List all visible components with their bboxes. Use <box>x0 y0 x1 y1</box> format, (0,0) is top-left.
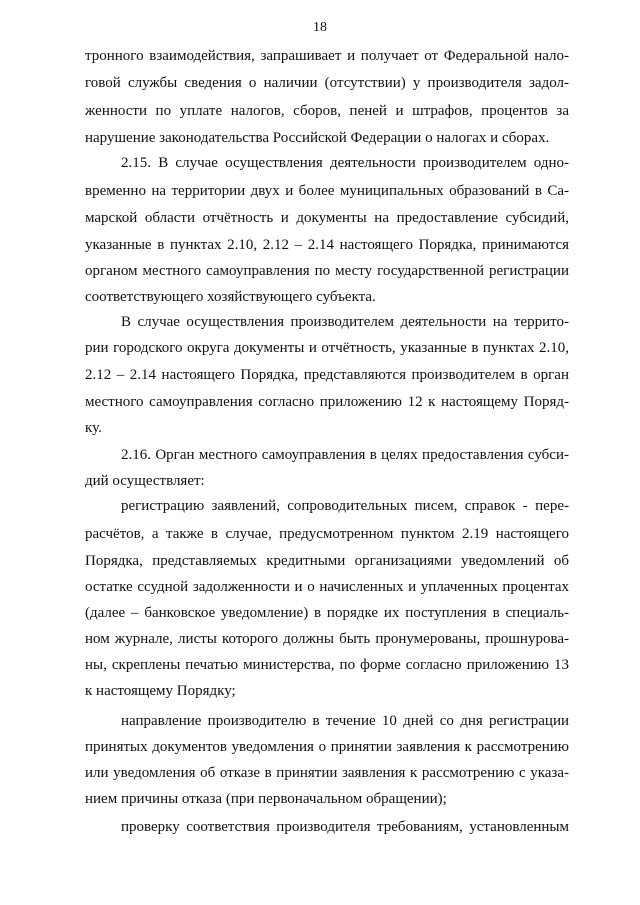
text-line: нарушение законодательства Российской Федерации о налогах и сборах. <box>85 130 550 146</box>
text-line: направление производителю в течение 10 дней со дня регистрации <box>121 713 569 729</box>
text-line: В случае осуществления производителем деятельности на террито- <box>121 314 569 330</box>
text-line: марской области отчётность и документы на предоставление субсидий, <box>85 210 569 226</box>
text-line: или уведомления об отказе в принятии заявления к рассмотрению с указа- <box>85 765 569 781</box>
text-line: соответствующего хозяйствующего субъекта. <box>85 289 376 305</box>
text-line: (далее – банковское уведомление) в порядке их поступления в специаль- <box>85 605 569 621</box>
text-line: женности по уплате налогов, сборов, пеней и штрафов, процентов за <box>85 103 569 119</box>
text-line: говой службы сведения о наличии (отсутствии) у производителя задол- <box>85 75 569 91</box>
text-line: ны, скреплены печатью министерства, по форме согласно приложению 13 <box>85 657 569 673</box>
text-line: указанные в пунктах 2.10, 2.12 – 2.14 настоящего Порядка, принимаются <box>85 237 569 253</box>
text-line: к настоящему Порядку; <box>85 683 236 699</box>
text-line: расчётов, а также в случае, предусмотренном пунктом 2.19 настоящего <box>85 526 569 542</box>
text-line: остатке ссудной задолженности и о начисленных и уплаченных процентах <box>85 579 569 595</box>
text-line: тронного взаимодействия, запрашивает и получает от Федеральной нало- <box>85 48 569 64</box>
text-line: 2.15. В случае осуществления деятельности производителем одно- <box>121 155 569 171</box>
text-line: 2.16. Орган местного самоуправления в целях предоставления субси- <box>121 447 569 463</box>
text-line: нием причины отказа (при первоначальном обращении); <box>85 791 447 807</box>
text-line: дий осуществляет: <box>85 473 205 489</box>
text-line: ном журнале, листы которого должны быть пронумерованы, прошнурова- <box>85 631 569 647</box>
text-line: проверку соответствия производителя требованиям, установленным <box>121 819 569 835</box>
text-line: Порядка, представляемых кредитными организациями уведомлений об <box>85 553 569 569</box>
text-line: принятых документов уведомления о принятии заявления к рассмотрению <box>85 739 569 755</box>
text-line: органом местного самоуправления по месту государственной регистрации <box>85 263 569 279</box>
text-line: временно на территории двух и более муниципальных образований в Са- <box>85 183 569 199</box>
text-line: ку. <box>85 420 102 436</box>
page-number: 18 <box>313 20 327 35</box>
text-line: рии городского округа документы и отчётность, указанные в пунктах 2.10, <box>85 340 569 356</box>
text-line: 2.12 – 2.14 настоящего Порядка, представляются производителем в орган <box>85 367 569 383</box>
text-line: регистрацию заявлений, сопроводительных писем, справок - пере- <box>121 498 569 514</box>
text-line: местного самоуправления согласно приложению 12 к настоящему Поряд- <box>85 394 569 410</box>
